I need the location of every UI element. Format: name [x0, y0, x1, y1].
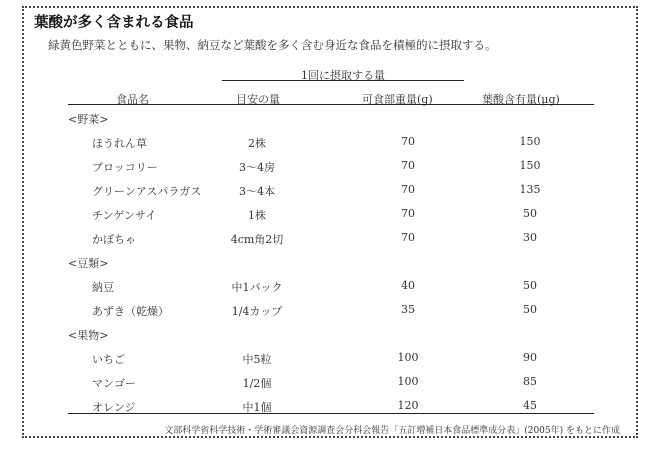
edible-weight: 100	[397, 351, 419, 364]
category-label: <果物>	[68, 329, 109, 342]
serving-amount: 4cm角2切	[230, 233, 284, 246]
table-top-rule	[68, 104, 594, 105]
food-name: かぼちゃ	[92, 233, 136, 246]
category-row	[0, 255, 664, 271]
serving-amount: 3～4房	[239, 161, 275, 174]
serving-amount: 1株	[248, 209, 266, 222]
table-row	[0, 231, 664, 247]
edible-weight: 70	[401, 231, 415, 244]
folate-content: 30	[523, 231, 537, 244]
food-name: ブロッコリー	[92, 161, 158, 174]
folate-content: 45	[523, 399, 537, 412]
group-header-rule	[222, 80, 464, 81]
edible-weight: 70	[401, 183, 415, 196]
food-name: ほうれん草	[92, 137, 147, 150]
serving-amount: 2株	[248, 137, 266, 150]
col-header-weight: 可食部重量(g)	[362, 93, 433, 106]
folate-content: 50	[523, 279, 537, 292]
food-name: 納豆	[92, 281, 114, 294]
edible-weight: 70	[401, 207, 415, 220]
lead-text: 緑黄色野菜とともに、果物、納豆など葉酸を多く含む身近な食品を積極的に摂取する。	[48, 38, 497, 52]
table-row	[0, 303, 664, 319]
food-name: あずき（乾燥）	[92, 305, 169, 318]
table-row	[0, 351, 664, 367]
table-row	[0, 375, 664, 391]
col-header-folate: 葉酸含有量(μg)	[482, 93, 560, 106]
table-row	[0, 279, 664, 295]
folate-content: 90	[523, 351, 537, 364]
table-row	[0, 135, 664, 151]
source-note: 文部科学省科学技術・学術審議会資源調査会分科会報告「五訂増補日本食品標準成分表」(2005年) をもとに作成	[164, 426, 620, 436]
edible-weight: 40	[401, 279, 415, 292]
category-label: <野菜>	[68, 113, 109, 126]
table-row	[0, 207, 664, 223]
page-title: 葉酸が多く含まれる食品	[34, 15, 194, 31]
folate-content: 135	[519, 183, 541, 196]
category-label: <豆類>	[68, 257, 109, 270]
food-name: いちご	[92, 353, 125, 366]
category-row	[0, 327, 664, 343]
food-name: チンゲンサイ	[92, 209, 157, 222]
edible-weight: 100	[397, 375, 419, 388]
serving-amount: 中1個	[242, 401, 272, 414]
table-row	[0, 183, 664, 199]
serving-amount: 1/4カップ	[231, 305, 283, 318]
group-header-label: 1回に摂取する量	[301, 69, 385, 82]
edible-weight: 70	[401, 159, 415, 172]
edible-weight: 35	[401, 303, 415, 316]
folate-content: 50	[523, 303, 537, 316]
folate-content: 50	[523, 207, 537, 220]
edible-weight: 70	[401, 135, 415, 148]
folate-content: 150	[519, 135, 541, 148]
table-bottom-rule	[68, 413, 594, 414]
serving-amount: 中5粒	[242, 353, 272, 366]
edible-weight: 120	[397, 399, 419, 412]
folate-content: 85	[523, 375, 537, 388]
serving-amount: 3～4本	[239, 185, 275, 198]
food-name: オレンジ	[92, 401, 136, 414]
serving-amount: 中1パック	[231, 281, 283, 294]
col-header-name: 食品名	[116, 93, 149, 106]
serving-amount: 1/2個	[242, 377, 272, 390]
folate-content: 150	[519, 159, 541, 172]
food-name: グリーンアスパラガス	[92, 185, 202, 198]
food-name: マンゴー	[92, 377, 136, 390]
col-header-amount: 目安の量	[236, 93, 280, 106]
table-row	[0, 159, 664, 175]
category-row	[0, 111, 664, 127]
